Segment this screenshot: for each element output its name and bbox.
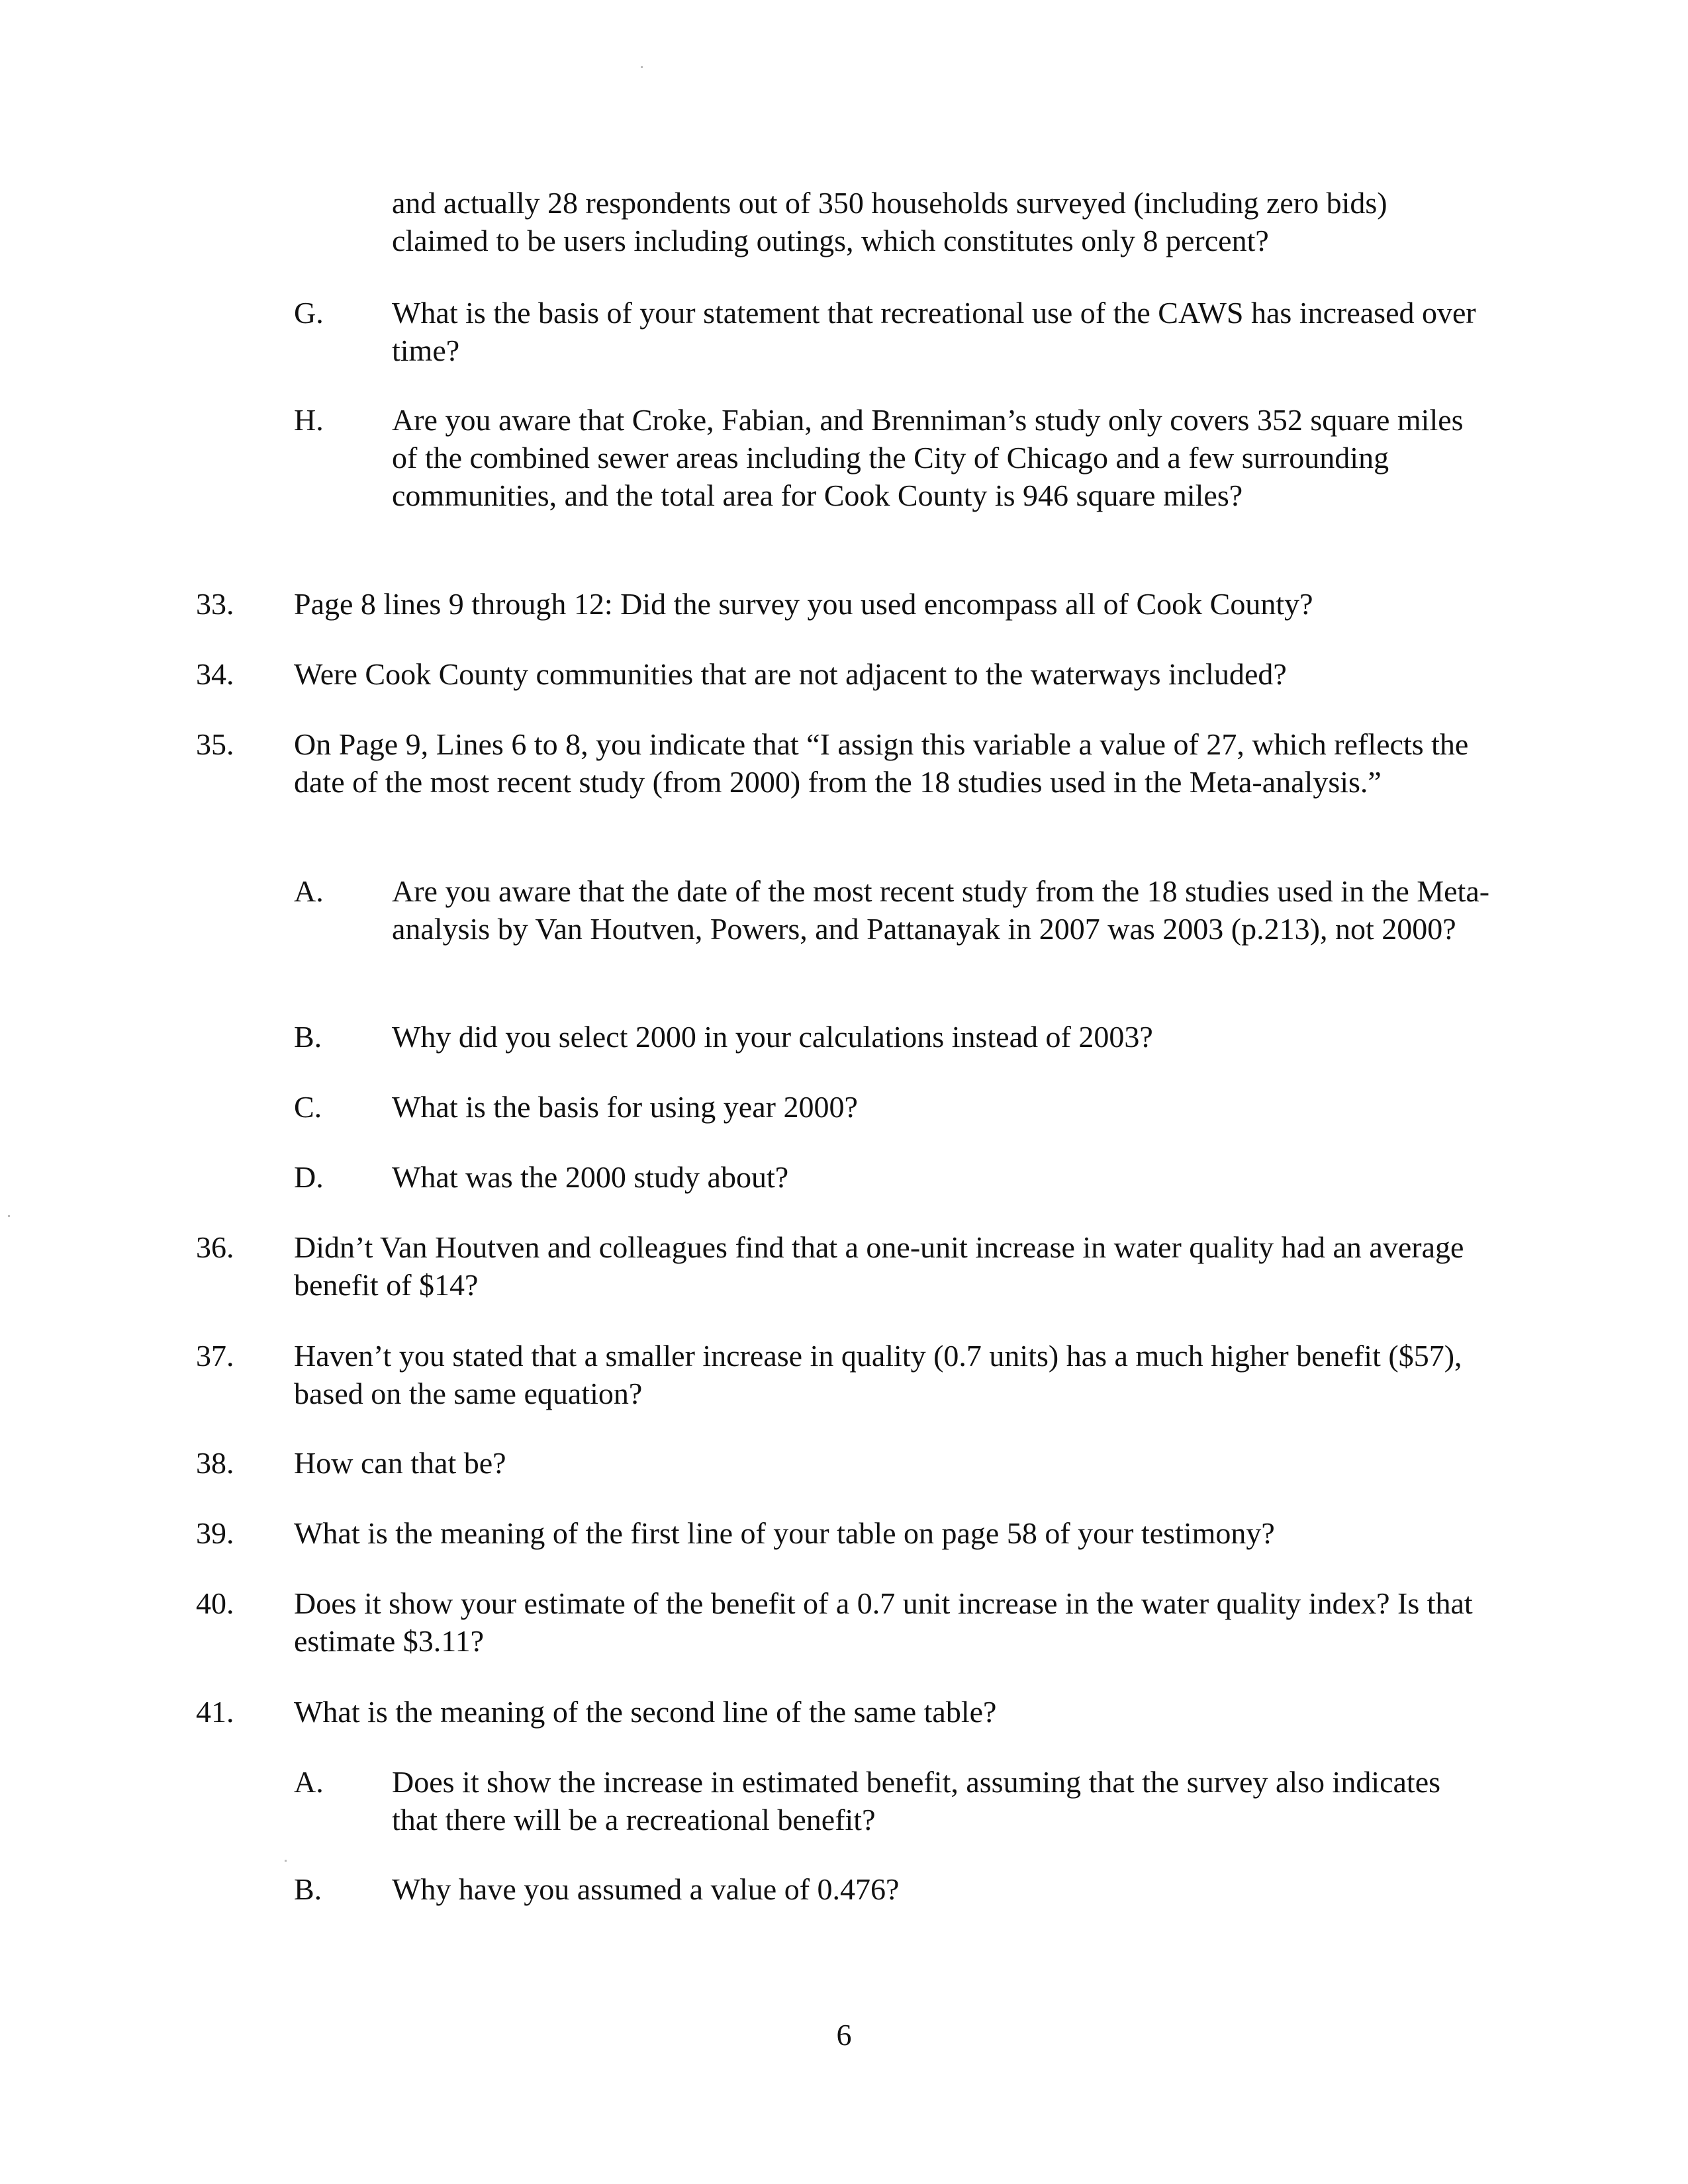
question-number-41: 41. (196, 1695, 234, 1729)
sub-question-h: Are you aware that Croke, Fabian, and Brenniman’s study only covers 352 square miles of the combined sewer areas including the City of Chicago and a few surrounding communities, and the total area for Cook County is 946 square miles? (392, 403, 1464, 512)
question-39: What is the meaning of the first line of your table on page 58 of your testimony? (294, 1516, 1275, 1550)
scan-speck (285, 1860, 287, 1862)
question-number-33: 33. (196, 587, 234, 621)
question-number-36: 36. (196, 1230, 234, 1264)
sub-label-b: B. (294, 1872, 322, 1906)
sub-question-41b: Why have you assumed a value of 0.476? (392, 1872, 900, 1906)
question-number-34: 34. (196, 657, 234, 691)
scan-speck (8, 1215, 10, 1217)
sub-question-35d: What was the 2000 study about? (392, 1160, 789, 1194)
sub-label-a: A. (294, 1765, 324, 1799)
sub-question-35b: Why did you select 2000 in your calculations instead of 2003? (392, 1020, 1153, 1054)
page-number: 6 (836, 2018, 852, 2052)
question-33: Page 8 lines 9 through 12: Did the survey you used encompass all of Cook County? (294, 587, 1313, 621)
question-number-40: 40. (196, 1586, 234, 1620)
question-40: Does it show your estimate of the benefit of a 0.7 unit increase in the water quality index? Is that estimate $3.11? (294, 1586, 1473, 1658)
sub-question-35a: Are you aware that the date of the most recent study from the 18 studies used in the Meta-analysis by Van Houtven, Powers, and Pattanayak in 2007 was 2003 (p.213), not 2000? (392, 874, 1490, 946)
question-34: Were Cook County communities that are not adjacent to the waterways included? (294, 657, 1287, 691)
question-number-38: 38. (196, 1446, 234, 1480)
continuation-paragraph: and actually 28 respondents out of 350 households surveyed (including zero bids) claimed to be users including outings, which constitutes only 8 percent? (392, 186, 1387, 257)
question-number-37: 37. (196, 1339, 234, 1373)
sub-label-a: A. (294, 874, 324, 908)
sub-question-g: What is the basis of your statement that recreational use of the CAWS has increased over time? (392, 296, 1476, 367)
question-38: How can that be? (294, 1446, 506, 1480)
question-35: On Page 9, Lines 6 to 8, you indicate that “I assign this variable a value of 27, which reflects the date of the most recent study (from 2000) from the 18 studies used in the Meta-analysis.” (294, 727, 1469, 799)
question-41: What is the meaning of the second line of the same table? (294, 1695, 997, 1729)
sub-label-b: B. (294, 1020, 322, 1054)
sub-question-41a: Does it show the increase in estimated benefit, assuming that the survey also indicates that there will be a recreational benefit? (392, 1765, 1441, 1837)
sub-label-c: C. (294, 1090, 322, 1124)
sub-label-h: H. (294, 403, 324, 437)
question-number-39: 39. (196, 1516, 234, 1550)
sub-label-g: G. (294, 296, 324, 330)
sub-label-d: D. (294, 1160, 324, 1194)
question-36: Didn’t Van Houtven and colleagues find that a one-unit increase in water quality had an average benefit of $14? (294, 1230, 1464, 1302)
sub-question-35c: What is the basis for using year 2000? (392, 1090, 858, 1124)
question-37: Haven’t you stated that a smaller increase in quality (0.7 units) has a much higher benefit ($57), based on the same equation? (294, 1339, 1462, 1410)
scan-speck (641, 66, 643, 68)
question-number-35: 35. (196, 727, 234, 761)
